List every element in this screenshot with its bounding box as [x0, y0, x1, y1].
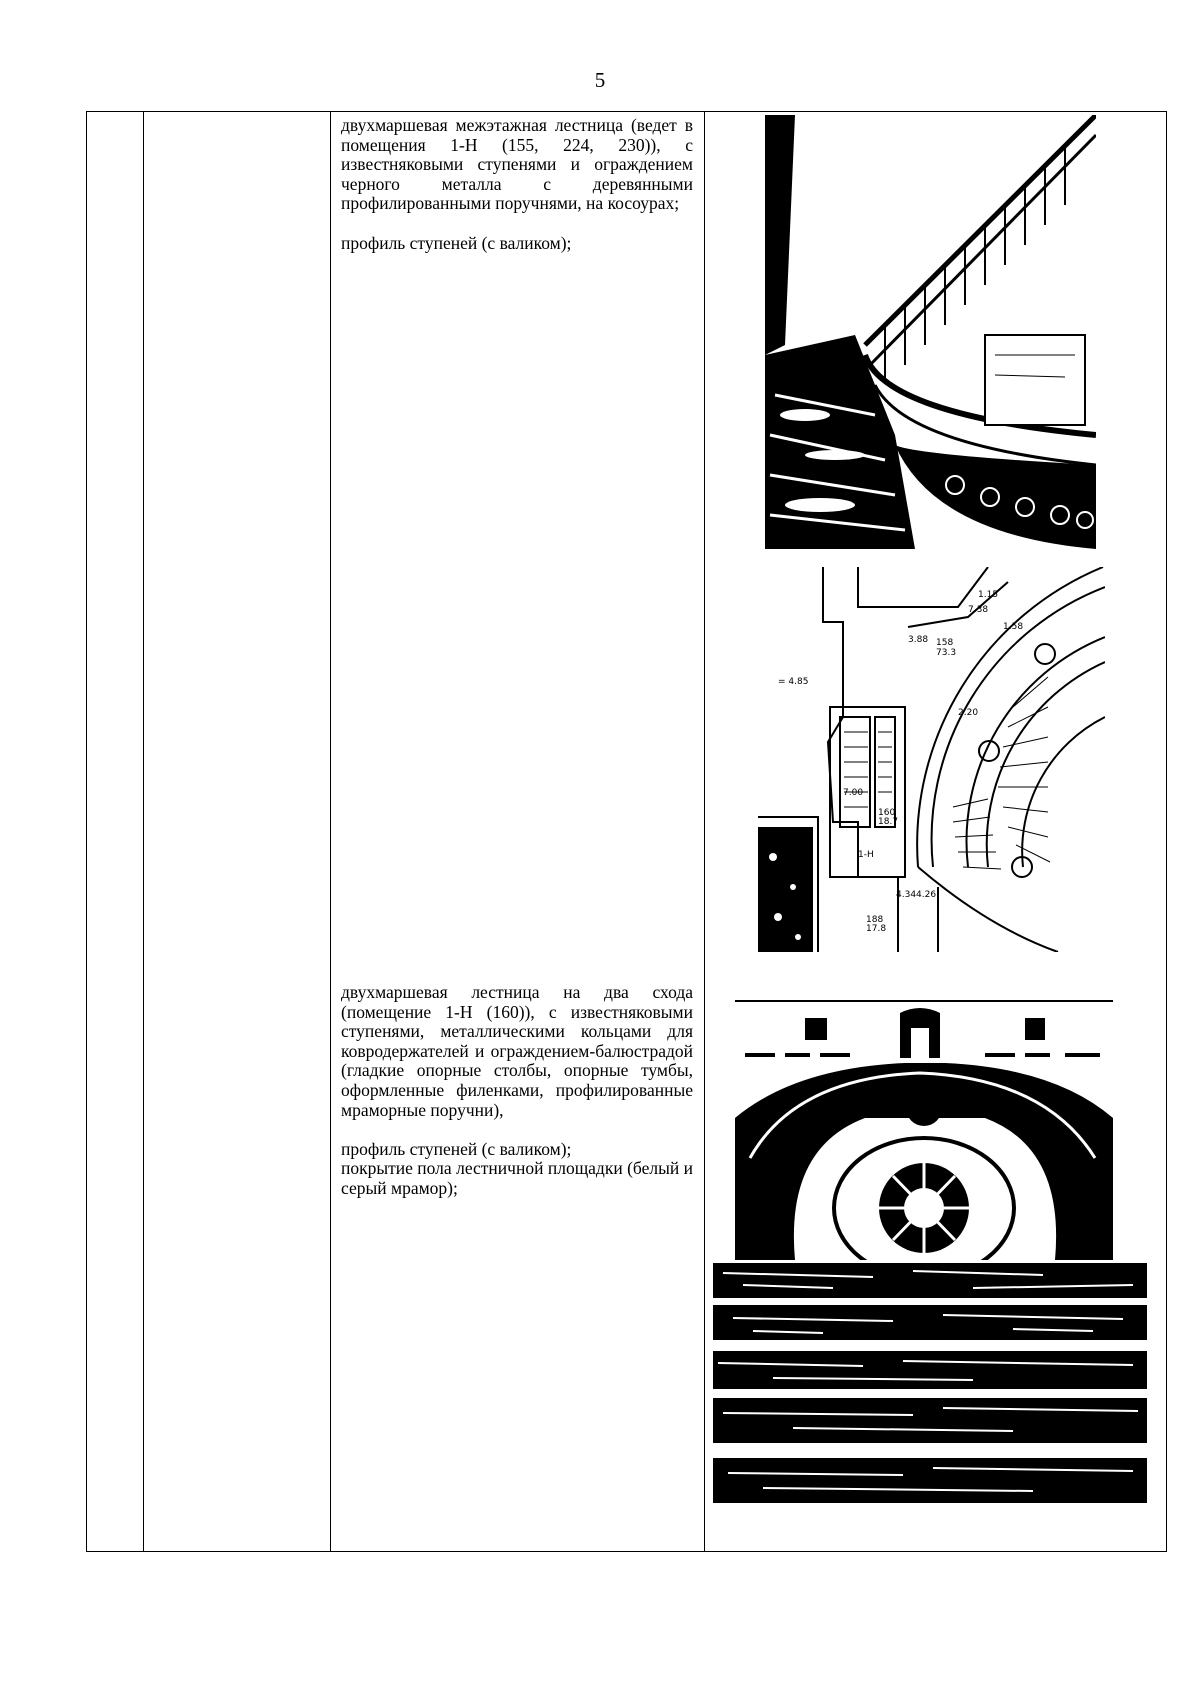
plan-dim-1: 7.38: [968, 605, 989, 615]
plan-area-188: 17.8: [866, 924, 887, 934]
entry-2-profile: профиль ступеней (с валиком);: [341, 1138, 572, 1159]
page-number: 5: [594, 68, 606, 92]
entry-1-profile: профиль ступеней (с валиком);: [341, 232, 572, 253]
plan-dim-4: 3.88: [908, 635, 929, 645]
column-divider: [330, 112, 331, 1551]
entry-1-description: двухмаршевая межэтажная лестница (ведет в помещения 1-Н (155, 224, 230)), с известняковыми ступенями и ограждением черного металла с деревянными профилированными поручнями, на косоурах;: [341, 115, 693, 214]
plan-area-158: 73.3: [936, 648, 957, 658]
plan-room-160: 160: [878, 808, 896, 818]
balustrade-staircase-photo: [735, 998, 1113, 1260]
plan-dim-3: 1.58: [1003, 622, 1024, 632]
plan-dim-6: 7.00: [843, 788, 864, 798]
plan-room-158: 158: [936, 638, 954, 648]
plan-dim-8: 4.26: [916, 890, 937, 900]
plan-dim-2: 1.15: [978, 590, 999, 600]
plan-area-160: 18.7: [878, 817, 899, 827]
plan-dim-7: 4.34: [896, 890, 917, 900]
column-divider: [143, 112, 144, 1551]
entry-2-description: двухмаршевая лестница на два схода (помещение 1-Н (160)), с известняковыми ступенями, металлическими кольцами для ковродержателей и ограждением-балюстрадой (гладкие опорные столбы, опорные тумбы, оформленные филенками, профилированные мраморные поручни),: [341, 982, 693, 1120]
marble-floor-photo: [713, 1263, 1147, 1510]
plan-room-188: 188: [866, 915, 884, 925]
staircase-railing-photo: [765, 115, 1096, 549]
plan-dim-5: 2.20: [958, 708, 979, 718]
entry-2-floor: покрытие пола лестничной площадки (белый и серый мрамор);: [341, 1158, 693, 1198]
entry-1-text: [341, 116, 693, 253]
entry-2-text: [341, 983, 693, 1199]
floor-plan: [758, 567, 1105, 952]
plan-dimension-label: = 4.85: [778, 677, 809, 687]
column-divider: [704, 112, 705, 1551]
plan-unit-label: 1-Н: [858, 850, 874, 860]
